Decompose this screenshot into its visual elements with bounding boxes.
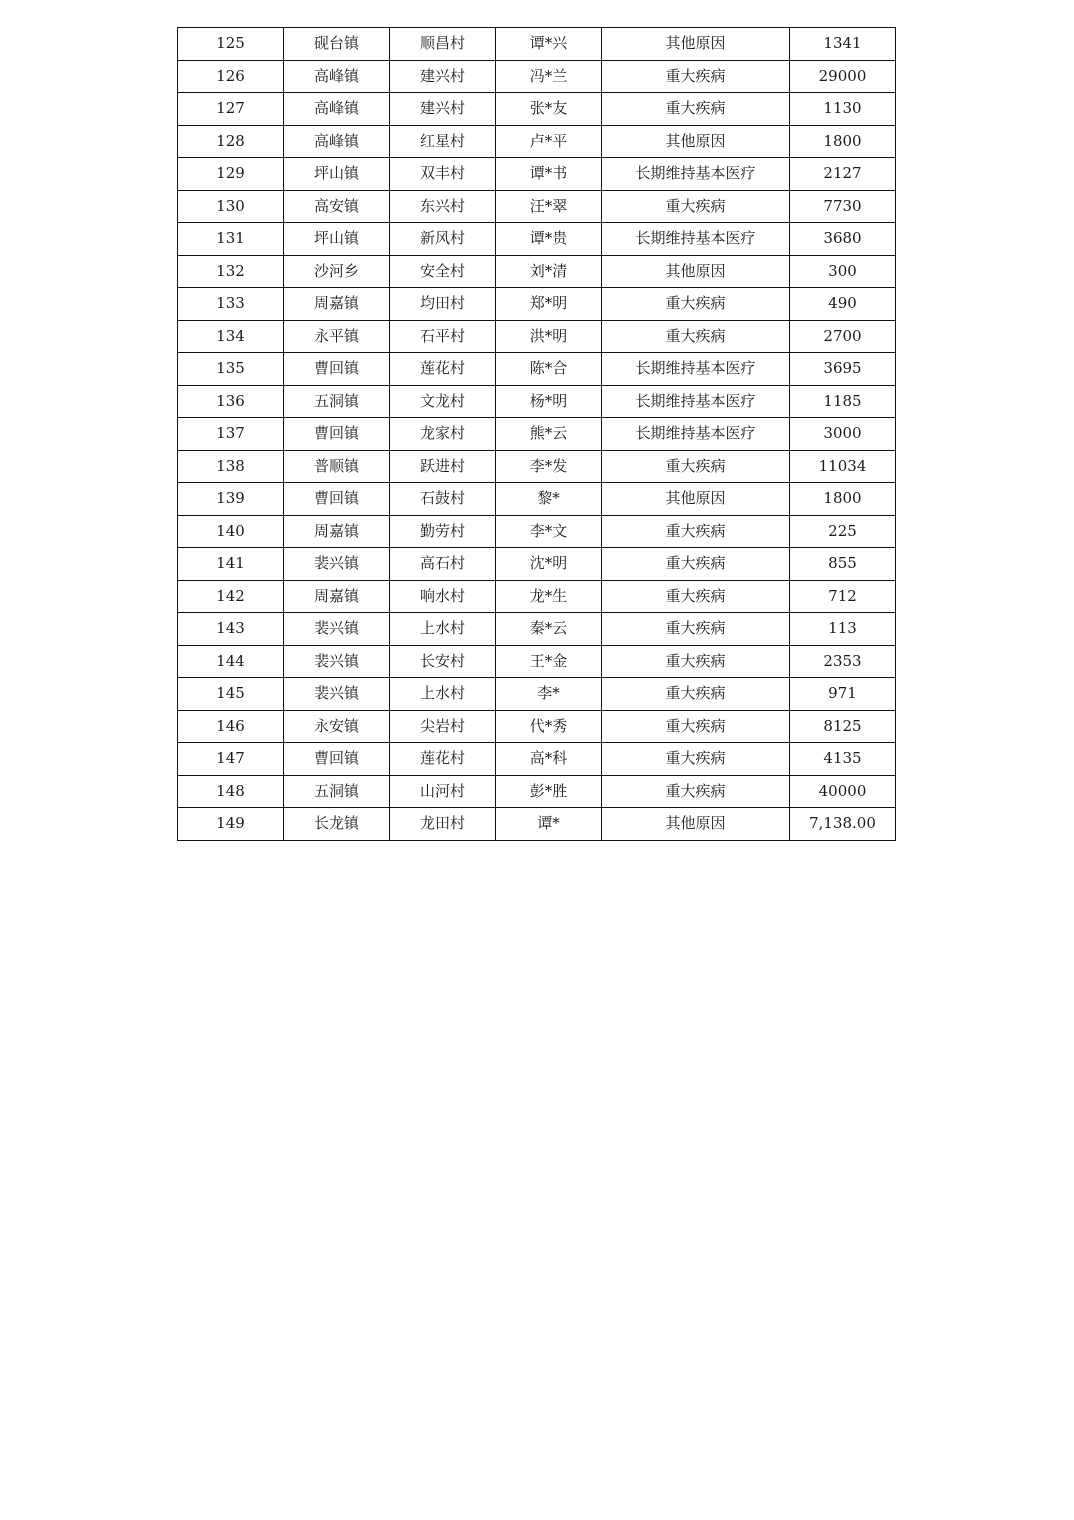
town-cell: 普顺镇 (284, 450, 390, 483)
name-cell: 高*科 (496, 743, 602, 776)
village-cell: 双丰村 (390, 158, 496, 191)
amount-cell: 1185 (790, 385, 896, 418)
name-cell: 黎* (496, 483, 602, 516)
village-cell: 建兴村 (390, 60, 496, 93)
table-row (178, 515, 896, 548)
row-number-cell: 134 (178, 320, 284, 353)
town-cell: 高安镇 (284, 190, 390, 223)
row-number-cell: 139 (178, 483, 284, 516)
town-cell: 永平镇 (284, 320, 390, 353)
name-cell: 谭*贵 (496, 223, 602, 256)
town-cell: 裴兴镇 (284, 548, 390, 581)
reason-cell: 重大疾病 (602, 580, 790, 613)
village-cell: 石鼓村 (390, 483, 496, 516)
name-cell: 谭*书 (496, 158, 602, 191)
reason-cell: 其他原因 (602, 125, 790, 158)
table-row (178, 775, 896, 808)
village-cell: 山河村 (390, 775, 496, 808)
row-number-cell: 132 (178, 255, 284, 288)
table-row (178, 158, 896, 191)
town-cell: 曹回镇 (284, 483, 390, 516)
town-cell: 长龙镇 (284, 808, 390, 841)
reason-cell: 其他原因 (602, 483, 790, 516)
row-number-cell: 147 (178, 743, 284, 776)
town-cell: 高峰镇 (284, 60, 390, 93)
row-number-cell: 129 (178, 158, 284, 191)
reason-cell: 重大疾病 (602, 743, 790, 776)
amount-cell: 40000 (790, 775, 896, 808)
village-cell: 石平村 (390, 320, 496, 353)
table-row (178, 743, 896, 776)
name-cell: 卢*平 (496, 125, 602, 158)
town-cell: 五洞镇 (284, 385, 390, 418)
name-cell: 张*友 (496, 93, 602, 126)
amount-cell: 29000 (790, 60, 896, 93)
name-cell: 沈*明 (496, 548, 602, 581)
name-cell: 冯*兰 (496, 60, 602, 93)
table-row (178, 808, 896, 841)
town-cell: 砚台镇 (284, 28, 390, 61)
row-number-cell: 126 (178, 60, 284, 93)
amount-cell: 712 (790, 580, 896, 613)
table-row (178, 223, 896, 256)
name-cell: 洪*明 (496, 320, 602, 353)
row-number-cell: 136 (178, 385, 284, 418)
name-cell: 李* (496, 678, 602, 711)
row-number-cell: 131 (178, 223, 284, 256)
village-cell: 响水村 (390, 580, 496, 613)
table-row (178, 450, 896, 483)
reason-cell: 重大疾病 (602, 613, 790, 646)
reason-cell: 重大疾病 (602, 645, 790, 678)
row-number-cell: 127 (178, 93, 284, 126)
table-row (178, 580, 896, 613)
amount-cell: 1130 (790, 93, 896, 126)
village-cell: 东兴村 (390, 190, 496, 223)
name-cell: 李*发 (496, 450, 602, 483)
reason-cell: 重大疾病 (602, 450, 790, 483)
row-number-cell: 148 (178, 775, 284, 808)
amount-cell: 971 (790, 678, 896, 711)
amount-cell: 490 (790, 288, 896, 321)
amount-cell: 4135 (790, 743, 896, 776)
village-cell: 文龙村 (390, 385, 496, 418)
town-cell: 曹回镇 (284, 418, 390, 451)
table-row (178, 418, 896, 451)
name-cell: 陈*合 (496, 353, 602, 386)
table-row (178, 255, 896, 288)
row-number-cell: 125 (178, 28, 284, 61)
name-cell: 李*文 (496, 515, 602, 548)
village-cell: 莲花村 (390, 353, 496, 386)
town-cell: 周嘉镇 (284, 580, 390, 613)
village-cell: 龙田村 (390, 808, 496, 841)
reason-cell: 长期维持基本医疗 (602, 385, 790, 418)
village-cell: 跃进村 (390, 450, 496, 483)
row-number-cell: 142 (178, 580, 284, 613)
village-cell: 龙家村 (390, 418, 496, 451)
amount-cell: 2353 (790, 645, 896, 678)
amount-cell: 7730 (790, 190, 896, 223)
village-cell: 新风村 (390, 223, 496, 256)
row-number-cell: 137 (178, 418, 284, 451)
table-row (178, 190, 896, 223)
name-cell: 彭*胜 (496, 775, 602, 808)
table-row (178, 28, 896, 61)
table-row (178, 678, 896, 711)
name-cell: 汪*翠 (496, 190, 602, 223)
row-number-cell: 133 (178, 288, 284, 321)
amount-cell: 3695 (790, 353, 896, 386)
reason-cell: 重大疾病 (602, 678, 790, 711)
town-cell: 永安镇 (284, 710, 390, 743)
town-cell: 曹回镇 (284, 743, 390, 776)
town-cell: 周嘉镇 (284, 288, 390, 321)
table-row (178, 93, 896, 126)
town-cell: 曹回镇 (284, 353, 390, 386)
row-number-cell: 149 (178, 808, 284, 841)
row-number-cell: 146 (178, 710, 284, 743)
town-cell: 坪山镇 (284, 158, 390, 191)
amount-cell: 3680 (790, 223, 896, 256)
table-row (178, 613, 896, 646)
table-row (178, 645, 896, 678)
amount-cell: 2700 (790, 320, 896, 353)
village-cell: 高石村 (390, 548, 496, 581)
town-cell: 高峰镇 (284, 93, 390, 126)
village-cell: 长安村 (390, 645, 496, 678)
reason-cell: 重大疾病 (602, 710, 790, 743)
row-number-cell: 145 (178, 678, 284, 711)
table-body (178, 28, 896, 841)
village-cell: 上水村 (390, 613, 496, 646)
name-cell: 刘*清 (496, 255, 602, 288)
amount-cell: 3000 (790, 418, 896, 451)
table-row (178, 710, 896, 743)
assistance-table (177, 27, 896, 841)
town-cell: 裴兴镇 (284, 678, 390, 711)
name-cell: 王*金 (496, 645, 602, 678)
row-number-cell: 140 (178, 515, 284, 548)
name-cell: 谭* (496, 808, 602, 841)
name-cell: 郑*明 (496, 288, 602, 321)
reason-cell: 重大疾病 (602, 288, 790, 321)
row-number-cell: 138 (178, 450, 284, 483)
table-row (178, 320, 896, 353)
town-cell: 沙河乡 (284, 255, 390, 288)
amount-cell: 113 (790, 613, 896, 646)
table-row (178, 288, 896, 321)
row-number-cell: 135 (178, 353, 284, 386)
reason-cell: 重大疾病 (602, 515, 790, 548)
reason-cell: 重大疾病 (602, 320, 790, 353)
reason-cell: 重大疾病 (602, 775, 790, 808)
name-cell: 杨*明 (496, 385, 602, 418)
reason-cell: 其他原因 (602, 255, 790, 288)
name-cell: 谭*兴 (496, 28, 602, 61)
amount-cell: 300 (790, 255, 896, 288)
village-cell: 勤劳村 (390, 515, 496, 548)
table-row (178, 483, 896, 516)
reason-cell: 重大疾病 (602, 548, 790, 581)
village-cell: 顺昌村 (390, 28, 496, 61)
reason-cell: 其他原因 (602, 808, 790, 841)
reason-cell: 长期维持基本医疗 (602, 158, 790, 191)
row-number-cell: 141 (178, 548, 284, 581)
town-cell: 周嘉镇 (284, 515, 390, 548)
reason-cell: 重大疾病 (602, 93, 790, 126)
town-cell: 五洞镇 (284, 775, 390, 808)
row-number-cell: 130 (178, 190, 284, 223)
town-cell: 高峰镇 (284, 125, 390, 158)
amount-cell: 2127 (790, 158, 896, 191)
amount-cell: 225 (790, 515, 896, 548)
table-row (178, 353, 896, 386)
amount-cell: 8125 (790, 710, 896, 743)
table-row (178, 125, 896, 158)
amount-cell: 1800 (790, 483, 896, 516)
reason-cell: 其他原因 (602, 28, 790, 61)
row-number-cell: 143 (178, 613, 284, 646)
village-cell: 尖岩村 (390, 710, 496, 743)
village-cell: 建兴村 (390, 93, 496, 126)
table-row (178, 385, 896, 418)
town-cell: 裴兴镇 (284, 613, 390, 646)
table-row (178, 548, 896, 581)
table-row (178, 60, 896, 93)
village-cell: 上水村 (390, 678, 496, 711)
amount-cell: 11034 (790, 450, 896, 483)
row-number-cell: 128 (178, 125, 284, 158)
amount-cell: 1341 (790, 28, 896, 61)
village-cell: 莲花村 (390, 743, 496, 776)
village-cell: 均田村 (390, 288, 496, 321)
town-cell: 裴兴镇 (284, 645, 390, 678)
amount-cell: 855 (790, 548, 896, 581)
name-cell: 代*秀 (496, 710, 602, 743)
town-cell: 坪山镇 (284, 223, 390, 256)
village-cell: 红星村 (390, 125, 496, 158)
name-cell: 龙*生 (496, 580, 602, 613)
name-cell: 秦*云 (496, 613, 602, 646)
amount-cell: 1800 (790, 125, 896, 158)
row-number-cell: 144 (178, 645, 284, 678)
amount-cell: 7,138.00 (790, 808, 896, 841)
reason-cell: 重大疾病 (602, 190, 790, 223)
reason-cell: 长期维持基本医疗 (602, 418, 790, 451)
name-cell: 熊*云 (496, 418, 602, 451)
village-cell: 安全村 (390, 255, 496, 288)
reason-cell: 长期维持基本医疗 (602, 223, 790, 256)
reason-cell: 长期维持基本医疗 (602, 353, 790, 386)
reason-cell: 重大疾病 (602, 60, 790, 93)
